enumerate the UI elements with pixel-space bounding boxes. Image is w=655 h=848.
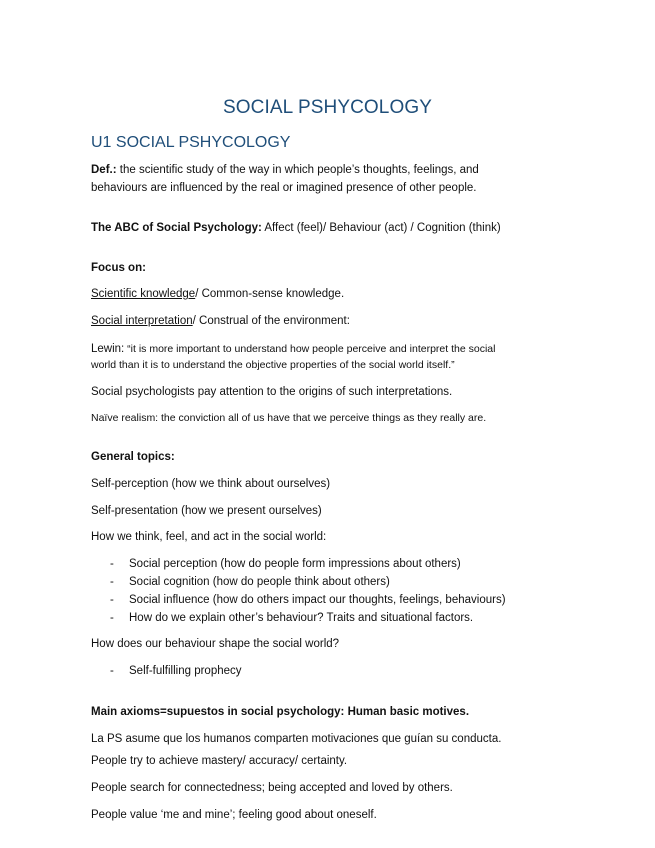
how-we-line: How we think, feel, and act in the social world: xyxy=(91,531,327,543)
abc-line: The ABC of Social Psychology: Affect (feel)/ Behaviour (act) / Cognition (think) xyxy=(91,222,501,234)
definition-line-2: behaviours are influenced by the real or imagined presence of other people. xyxy=(91,182,477,194)
bullet-dash: - xyxy=(110,665,114,677)
social-interpretation-line: Social interpretation/ Construal of the environment: xyxy=(91,315,350,327)
page-title: SOCIAL PSHYCOLOGY xyxy=(222,97,432,118)
bullet-dash: - xyxy=(110,612,114,624)
list-item: Social influence (how do others impact our thoughts, feelings, behaviours) xyxy=(129,594,506,606)
list-item: How do we explain other’s behaviour? Traits and situational factors. xyxy=(129,612,474,624)
list-item: Social cognition (how do people think about others) xyxy=(129,576,390,588)
bullet-dash: - xyxy=(110,594,114,606)
bullet-dash: - xyxy=(110,558,114,570)
list-item: Self-fulfilling prophecy xyxy=(129,665,242,677)
definition-label: Def.: xyxy=(91,164,117,176)
general-topics-heading: General topics: xyxy=(91,451,175,463)
definition-line-1: Def.: the scientific study of the way in which people’s thoughts, feelings, and xyxy=(91,164,479,176)
scientific-knowledge-line: Scientific knowledge/ Common-sense knowledge. xyxy=(91,288,345,300)
behaviour-shape-line: How does our behaviour shape the social world? xyxy=(91,638,340,650)
mastery-line: People try to achieve mastery/ accuracy/ certainty. xyxy=(91,755,348,767)
axioms-heading: Main axioms=supuestos in social psychology: Human basic motives. xyxy=(91,706,470,718)
spanish-line: La PS asume que los humanos comparten motivaciones que guían su conducta. xyxy=(91,733,502,745)
me-and-mine-line: People value ‘me and mine’; feeling good about oneself. xyxy=(91,809,377,821)
unit-heading: U1 SOCIAL PSHYCOLOGY xyxy=(91,134,291,151)
connectedness-line: People search for connectedness; being accepted and loved by others. xyxy=(91,782,453,794)
lewin-label: Lewin: xyxy=(91,343,125,355)
social-interpretation-term: Social interpretation xyxy=(91,315,193,327)
origins-line: Social psychologists pay attention to the origins of such interpretations. xyxy=(91,386,453,398)
abc-label: The ABC of Social Psychology: xyxy=(91,222,262,234)
self-presentation-line: Self-presentation (how we present ourselves) xyxy=(91,505,322,517)
scientific-knowledge-term: Scientific knowledge xyxy=(91,288,196,300)
lewin-quote-line-2: world than it is to understand the objective properties of the social world itself.” xyxy=(91,359,455,371)
focus-heading: Focus on: xyxy=(91,262,146,274)
self-perception-line: Self-perception (how we think about ourselves) xyxy=(91,478,331,490)
bullet-dash: - xyxy=(110,576,114,588)
naive-realism-line: Naïve realism: the conviction all of us have that we perceive things as they really are. xyxy=(91,412,487,424)
list-item: Social perception (how do people form impressions about others) xyxy=(129,558,461,570)
lewin-quote-line-1: Lewin: “it is more important to understand how people perceive and interpret the social xyxy=(91,343,496,355)
